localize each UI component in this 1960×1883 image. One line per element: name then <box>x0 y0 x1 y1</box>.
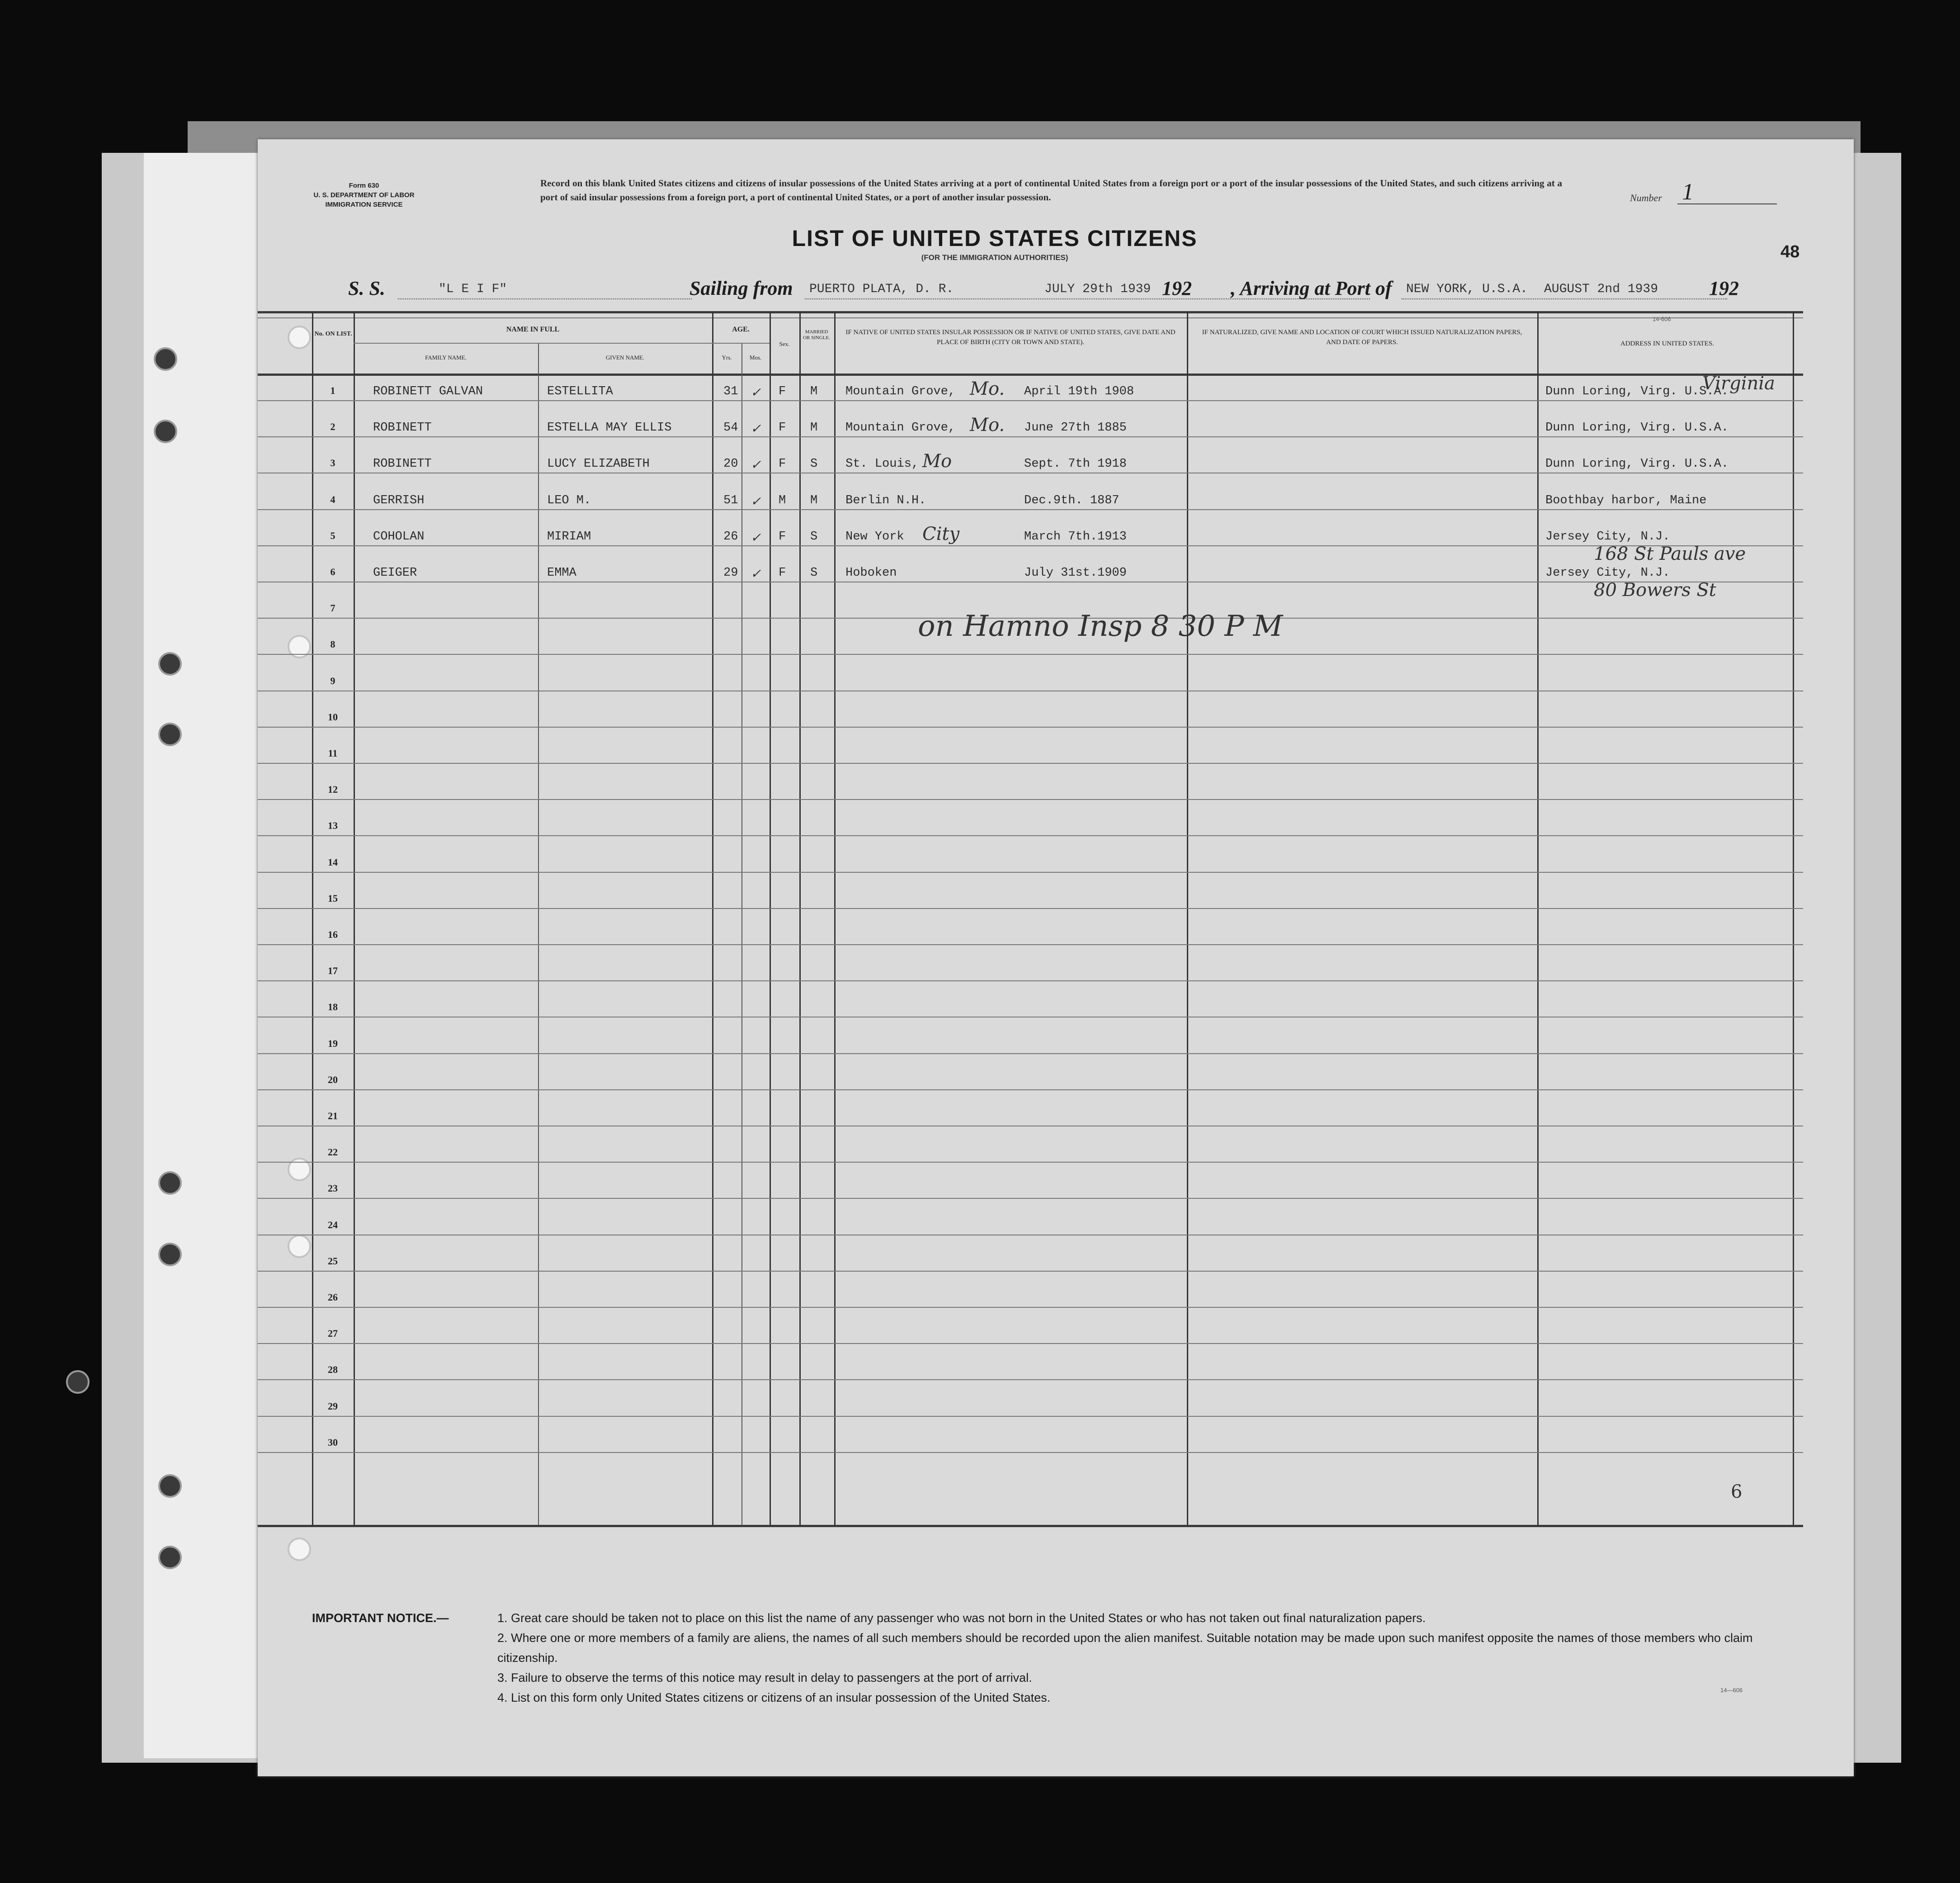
row-rule <box>258 908 1803 909</box>
row-rule <box>258 509 1803 510</box>
marital-status-cell: M <box>810 385 818 398</box>
sex-cell: F <box>779 457 786 471</box>
department-name: U. S. DEPARTMENT OF LABOR <box>313 191 415 199</box>
marital-status-cell: M <box>810 493 818 507</box>
header-rule <box>258 374 1803 376</box>
binder-hole <box>154 347 177 371</box>
birth-date-cell: July 31st.1909 <box>1024 566 1127 580</box>
row-number: 11 <box>328 748 338 759</box>
header-mos: Mos. <box>749 354 762 361</box>
given-name-cell: ESTELLITA <box>547 385 613 398</box>
age-cell: 51 <box>723 493 738 507</box>
row-number: 26 <box>328 1292 338 1303</box>
ship-name: "L E I F" <box>439 282 507 296</box>
marital-status-cell: S <box>810 530 818 544</box>
form-number: Form 630 <box>349 182 379 189</box>
binder-hole <box>158 1474 182 1498</box>
age-cell: 29 <box>723 566 738 580</box>
row-number: 15 <box>328 892 338 904</box>
header-married-or-single: MARRIED OR SINGLE. <box>803 329 830 341</box>
row-number: 9 <box>330 675 335 686</box>
dotted-line <box>398 298 692 299</box>
birth-date-cell: Dec.9th. 1887 <box>1024 493 1119 507</box>
check-mark: ✓ <box>751 566 761 581</box>
birthplace-cell: Mountain Grove, <box>845 385 956 398</box>
marital-status-cell: M <box>810 421 818 435</box>
row-rule <box>258 727 1803 728</box>
address-cell: Dunn Loring, Virg. U.S.A. <box>1545 457 1729 471</box>
form-instructions: Record on this blank United States citizens and citizens of insular possessions of the United States arriving at a port of continental United States from a foreign port or a port of the insular possessions of the United States, and such citizens arriving at a port of said insular possessions from a foreign port, a port of continental United States, or a port of another insular possession. <box>540 178 1562 203</box>
arriving-date: AUGUST 2nd 1939 <box>1544 282 1658 296</box>
given-name-cell: LUCY ELIZABETH <box>547 457 650 471</box>
row-rule <box>258 545 1803 546</box>
row-number: 19 <box>328 1037 338 1049</box>
row-number: 7 <box>330 602 335 614</box>
passenger-table <box>258 311 1803 1525</box>
row-number: 21 <box>328 1110 338 1121</box>
row-number: 22 <box>328 1146 338 1158</box>
row-number: 27 <box>328 1328 338 1339</box>
age-cell: 54 <box>723 421 738 435</box>
table-border <box>258 317 1803 318</box>
row-number: 1 <box>330 385 335 396</box>
row-number: 4 <box>330 493 335 505</box>
binder-hole <box>288 1538 311 1561</box>
header-sex: Sex. <box>779 341 790 347</box>
header-place-of-birth: IF NATIVE OF UNITED STATES INSULAR POSSESSION OR IF NATIVE OF UNITED STATES, GIVE DATE AND PLACE OF BIRTH (CITY OR TOWN AND STATE). <box>845 329 1176 346</box>
header-yrs: Yrs. <box>722 354 732 361</box>
row-rule <box>258 872 1803 873</box>
table-border <box>258 311 1803 313</box>
sex-cell: F <box>779 566 786 580</box>
row-number: 2 <box>330 421 335 433</box>
check-mark: ✓ <box>751 493 761 509</box>
birth-date-cell: June 27th 1885 <box>1024 421 1127 435</box>
age-cell: 31 <box>723 385 738 398</box>
row-number: 10 <box>328 711 338 723</box>
number-label: Number <box>1630 192 1662 203</box>
sex-cell: F <box>779 530 786 544</box>
handwritten-address: Virginia <box>1702 373 1775 394</box>
binder-hole <box>154 420 177 443</box>
family-name-cell: ROBINETT GALVAN <box>373 385 483 398</box>
row-rule <box>258 763 1803 764</box>
handwritten-address: 168 St Pauls ave <box>1594 543 1746 564</box>
header-subrule <box>712 343 770 344</box>
binder-hole <box>158 723 182 746</box>
notice-item: 4. List on this form only United States citizens or citizens of an insular possession of the United States. <box>497 1691 1051 1704</box>
handwritten-address: 80 Bowers St <box>1594 580 1716 601</box>
row-rule <box>258 944 1803 945</box>
binder-hole <box>158 1243 182 1266</box>
row-number: 28 <box>328 1364 338 1376</box>
given-name-cell: LEO M. <box>547 493 591 507</box>
form-code: 14—606 <box>1720 1687 1743 1694</box>
sex-cell: F <box>779 385 786 398</box>
notice-item: 1. Great care should be taken not to place on this list the name of any passenger who was not born in the United States or who has not taken out final naturalization papers. <box>497 1611 1426 1625</box>
age-cell: 26 <box>723 530 738 544</box>
notice-item: 3. Failure to observe the terms of this notice may result in delay to passengers at the port of arrival. <box>497 1671 1032 1684</box>
birthplace-cell: New York <box>845 530 904 544</box>
header-name-in-full: NAME IN FULL <box>506 326 560 333</box>
row-rule <box>258 1343 1803 1344</box>
row-number: 30 <box>328 1436 338 1448</box>
family-name-cell: ROBINETT <box>373 421 432 435</box>
form-identifier <box>289 181 439 209</box>
check-mark: ✓ <box>751 421 761 436</box>
row-number: 14 <box>328 856 338 868</box>
header-family-name: FAMILY NAME. <box>425 354 467 361</box>
check-mark: ✓ <box>751 385 761 400</box>
handwritten-annotation: on Hamno Insp 8 30 P M <box>918 610 1283 643</box>
row-rule <box>258 400 1803 401</box>
row-rule <box>258 1271 1803 1272</box>
row-number: 25 <box>328 1255 338 1267</box>
header-given-name: GIVEN NAME. <box>605 354 645 361</box>
address-cell: Jersey City, N.J. <box>1545 530 1670 544</box>
column-rule <box>538 344 539 1525</box>
check-mark: ✓ <box>751 530 761 545</box>
row-number: 13 <box>328 820 338 832</box>
header-subrule <box>354 343 712 344</box>
address-cell: Dunn Loring, Virg. U.S.A. <box>1545 421 1729 435</box>
row-rule <box>258 1452 1803 1453</box>
binder-hole <box>158 1546 182 1569</box>
header-age: AGE. <box>732 326 750 333</box>
header-no: No. ON LIST. <box>314 331 352 337</box>
row-number: 16 <box>328 929 338 940</box>
binder-hole <box>66 1370 90 1394</box>
row-rule <box>258 1162 1803 1163</box>
row-rule <box>258 1307 1803 1308</box>
sex-cell: M <box>779 493 786 507</box>
row-number: 17 <box>328 965 338 977</box>
family-name-cell: COHOLAN <box>373 530 425 544</box>
row-rule <box>258 654 1803 655</box>
birthplace-cell: St. Louis, <box>845 457 919 471</box>
service-name: IMMIGRATION SERVICE <box>325 201 403 208</box>
marital-status-cell: S <box>810 457 818 471</box>
ss-label: S. S. <box>348 277 385 299</box>
row-number: 3 <box>330 457 335 469</box>
family-name-cell: GERRISH <box>373 493 425 507</box>
voyage-line <box>348 277 1759 304</box>
row-rule <box>258 1416 1803 1417</box>
handwritten-state: City <box>922 523 960 544</box>
page-subtitle: (FOR THE IMMIGRATION AUTHORITIES) <box>921 253 1068 262</box>
check-mark: ✓ <box>751 457 761 473</box>
row-rule <box>258 835 1803 836</box>
notice-heading: IMPORTANT NOTICE.— <box>312 1611 449 1625</box>
page-number: 48 <box>1781 242 1800 261</box>
marital-status-cell: S <box>810 566 818 580</box>
age-cell: 20 <box>723 457 738 471</box>
handwritten-state: Mo. <box>970 378 1005 399</box>
header-address: ADDRESS IN UNITED STATES. <box>1620 340 1714 347</box>
birthplace-cell: Berlin N.H. <box>845 493 926 507</box>
birth-date-cell: Sept. 7th 1918 <box>1024 457 1127 471</box>
arriving-port: NEW YORK, U.S.A. <box>1406 282 1528 296</box>
row-rule <box>258 1053 1803 1054</box>
row-rule <box>258 1379 1803 1380</box>
binder-hole <box>158 1171 182 1195</box>
birth-date-cell: March 7th.1913 <box>1024 530 1127 544</box>
handwritten-state: Mo <box>922 451 952 472</box>
birth-date-cell: April 19th 1908 <box>1024 385 1134 398</box>
year-suffix: 192 <box>1162 277 1192 299</box>
sailing-label: Sailing from <box>690 277 793 299</box>
given-name-cell: MIRIAM <box>547 530 591 544</box>
binder-hole <box>158 652 182 676</box>
row-rule <box>258 980 1803 981</box>
given-name-cell: EMMA <box>547 566 576 580</box>
row-rule <box>258 436 1803 437</box>
row-number: 6 <box>330 566 335 577</box>
row-rule <box>258 799 1803 800</box>
page-title: LIST OF UNITED STATES CITIZENS <box>792 226 1198 251</box>
number-value: 1 <box>1682 179 1694 205</box>
year-suffix: 192 <box>1709 277 1739 299</box>
corner-number: 6 <box>1731 1481 1743 1502</box>
family-name-cell: ROBINETT <box>373 457 432 471</box>
row-number: 18 <box>328 1001 338 1013</box>
sailing-date: JULY 29th 1939 <box>1044 282 1151 296</box>
header-naturalization: IF NATURALIZED, GIVE NAME AND LOCATION OF COURT WHICH ISSUED NATURALIZATION PAPERS, AND DATE OF PAPERS. <box>1202 329 1522 346</box>
left-sheet <box>144 153 270 1758</box>
row-rule <box>258 1198 1803 1199</box>
table-border <box>258 1525 1803 1527</box>
row-number: 24 <box>328 1219 338 1230</box>
birthplace-cell: Mountain Grove, <box>845 421 956 435</box>
row-number: 12 <box>328 784 338 795</box>
handwritten-state: Mo. <box>970 415 1005 436</box>
address-cell: Jersey City, N.J. <box>1545 566 1670 580</box>
given-name-cell: ESTELLA MAY ELLIS <box>547 421 672 435</box>
form-code: 14-606 <box>1653 316 1671 322</box>
row-number: 23 <box>328 1183 338 1194</box>
column-rule <box>741 344 742 1525</box>
row-number: 5 <box>330 530 335 541</box>
address-cell: Dunn Loring, Virg. U.S.A. <box>1545 385 1729 398</box>
row-number: 8 <box>330 639 335 650</box>
row-number: 20 <box>328 1074 338 1085</box>
row-number: 29 <box>328 1400 338 1412</box>
address-cell: Boothbay harbor, Maine <box>1545 493 1707 507</box>
sailing-port: PUERTO PLATA, D. R. <box>809 282 954 296</box>
notice-item: 2. Where one or more members of a family are aliens, the names of all such members should be recorded upon the alien manifest. Suitable notation may be made upon such manifest opposite the names of those members who claim citizenship. <box>497 1631 1753 1665</box>
family-name-cell: GEIGER <box>373 566 417 580</box>
row-rule <box>258 1089 1803 1090</box>
birthplace-cell: Hoboken <box>845 566 897 580</box>
sex-cell: F <box>779 421 786 435</box>
arriving-label: , Arriving at Port of <box>1231 277 1392 299</box>
dotted-line <box>1402 298 1727 299</box>
